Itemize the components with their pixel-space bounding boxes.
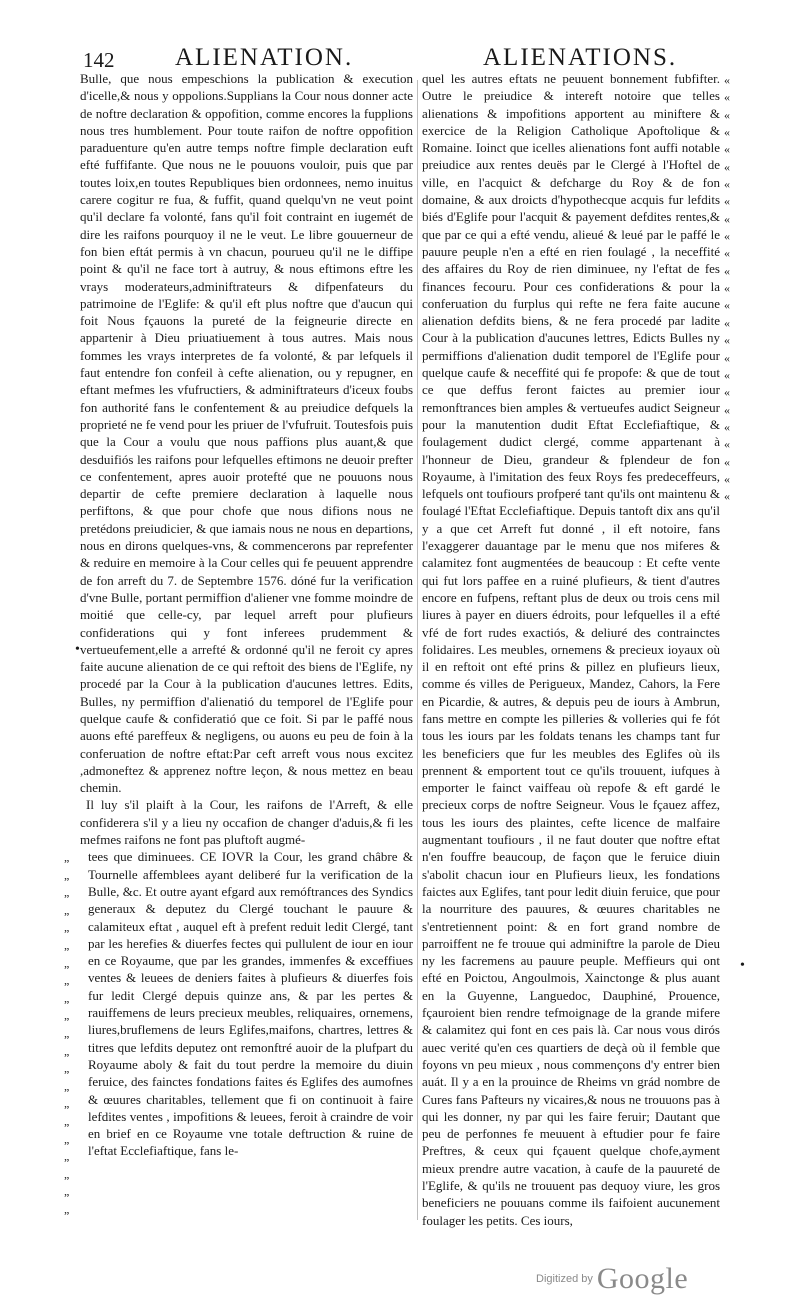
right-margin-quote-marks — [724, 72, 742, 506]
quote-mark: « — [724, 281, 730, 296]
digitized-by-label: Digitized by — [536, 1273, 593, 1285]
quote-mark: « — [724, 437, 730, 452]
quote-mark: « — [724, 263, 730, 278]
quote-mark: « — [724, 159, 730, 174]
left-margin-quote-marks — [64, 849, 78, 1218]
right-column — [422, 70, 720, 1229]
running-head-left: ALIENATION. — [175, 44, 354, 71]
quote-mark: „ — [64, 1043, 70, 1058]
quote-mark: „ — [64, 990, 70, 1005]
quote-mark: „ — [64, 973, 70, 988]
left-paragraph-1: Bulle, que nous empeschions la publication & execution d'icelle,& nous y oppolions.Supplians la Cour nous donner acte de noftre declaration & oppofition, comme encores la fupplions nous tres humblement. Pour toute raifon de noftre oppofition paraduenture qu'en autre temps noftre fimple declaration euft efté fuffifante. Que nous ne le pouuons vouloir, puis que par toutes loix,en toutes Republiques bien ordonnees, nemo inuitus carere cogitur re fua, & fuffit, quand quelqu'vn ne veut point qu'il declare fa volonté, fans qu'il foit contraint en iugemét de dire les raifons pourquoy il ne le veut. Le libre gouuerneur de fon bien eftát permis à vn chacun, pourueu qu'il ne le diffipe point & qu'il ne face tort à autruy, & nous eftimons eftre les vrays moderateurs,adminiftrateurs & difpenfateurs du patrimoine de l'Eglife: & qu'il eft plus noftre que d'aucun qui foit Nous fçauons la pureté de la feigneurie directe en appartenir à Dieu priuatiuement à tous autres. Mais nous fommes les vrays interpretes de fa volonté, & par lefquels il faut entendre fon confeil à cefte alienation, ou y repugner, en eftant mefmes les vfufructiers, & adminiftrateurs d'iceux foubs fon authorité fans le confentement & au preiudice defquels la proprieté ne fe vend pour les priuer de l'vfufruit. Toutesfois puis que la Cour a voulu que nous paffions plus auant,& que desduifiós les raifons pour lefquelles eftimons ne deuoir prefter ce confentement, apres auoir protefté que ne pouuons nous departir de cefte premiere declaration à laquelle nous perfiftons, & que pour chofe que nous difions nous ne pretédons preiudicier, & que iamais nous ne nous en departions, nous en dirons quelques-vns, & commencerons par reprefenter & reduire en memoire à la Cour celles qui fe peuuent apprendre de fon arreft du 7. de Septembre 1576. dóné fur la verification d'vne Bulle, portant permiffion d'aliener vne fomme moindre de moitié que celle-cy, par lequel arreft pour plufieurs confiderations qui y font inferees prudemment & vertueufement,elle a arrefté & ordonné qu'il ne feroit cy apres faite aucune alienation de ce qui reftoit des biens de l'Eglife, ny procedé par la Cour à la publication d'aucunes lettres. Edits, Bulles, ny permiffion d'alienatió du temporel de l'Eglife pour quelque caufe & confideratió que ce foit. Si par le paffé nous auons efté pareffeux & negligens, ou auons eu peu de foin à la conferuation de noftre eftat:Par ceft arreft vous nous excitez ,admoneftez & apprenez noftre leçon, & nous mettez en beau chemin. — [80, 71, 413, 796]
quote-mark: « — [724, 454, 730, 469]
quote-mark: „ — [64, 955, 70, 970]
quote-mark: « — [724, 194, 730, 209]
quote-mark: „ — [64, 902, 70, 917]
left-column — [80, 70, 413, 1160]
quote-mark: « — [724, 471, 730, 486]
quote-mark: « — [724, 107, 730, 122]
quote-mark: „ — [64, 1008, 70, 1023]
quote-mark: « — [724, 333, 730, 348]
quote-mark: « — [724, 402, 730, 417]
quote-mark: „ — [64, 1061, 70, 1076]
margin-dot-right: • — [740, 958, 745, 973]
quote-mark: „ — [64, 1131, 70, 1146]
digitized-footer — [536, 1262, 688, 1296]
quote-mark: « — [724, 367, 730, 382]
quote-mark: « — [724, 142, 730, 157]
quote-mark: „ — [64, 937, 70, 952]
quote-mark: « — [724, 211, 730, 226]
quote-mark: „ — [64, 1166, 70, 1181]
running-head-right: ALIENATIONS. — [483, 44, 678, 71]
quote-mark: „ — [64, 1113, 70, 1128]
page-number: 142 — [83, 48, 115, 72]
quote-mark: „ — [64, 1149, 70, 1164]
quote-mark: « — [724, 73, 730, 87]
quote-mark: « — [724, 229, 730, 244]
quote-mark: « — [724, 246, 730, 261]
quote-mark: „ — [64, 867, 70, 882]
quote-mark: « — [724, 177, 730, 192]
quote-mark: „ — [64, 885, 70, 900]
quote-mark: „ — [64, 1201, 70, 1216]
google-logo: Google — [596, 1262, 689, 1295]
quote-mark: „ — [64, 1096, 70, 1111]
quote-mark: „ — [64, 850, 70, 864]
quote-mark: « — [724, 315, 730, 330]
left-paragraph-2: Il luy s'il plaift à la Cour, les raifons de l'Arreft, & elle confiderera s'il y a lieu ny occafion de changer d'aduis,& fi les mefmes raifons ne font pas pluftoft augmé- — [80, 797, 413, 848]
quote-mark: « — [724, 385, 730, 400]
quote-mark: « — [724, 350, 730, 365]
quote-mark: „ — [64, 1025, 70, 1040]
right-paragraph-1: quel les autres eftats ne peuuent bonnement fubfifter. Outre le preiudice & intereft notoire que telles alienations & impofitions apportent au miniftere & exercice de la Religion Catholique Apoftolique & Romaine. Ioinct que icelles alienations font auffi notable preiudice aux rentes deuës par le Clergé à l'Hoftel de ville, en l'acquict & defcharge du Roy & de fon domaine, & aux droicts d'hypothecque acquis fur lefdits biés d'Eglife pour l'acquit & payement defdites rentes,& que par ce qui a efté vendu, alieué & leué par le paffé le pauure peuple n'en a efté en rien foulagé , la neceffité des affaires du Roy de rien diminuee, ny l'eftat de fes finances fecouru. Pour ces confiderations & pour la conferuation du furplus qui refte ne fera faite aucune alienation defdits biens, & ne fera procedé par ladite Cour à la publication d'aucunes lettres, Edicts Bulles ny permiffions d'alienation dudit temporel de l'Eglife pour quelque caufe & neceffité qui fe propofe: & que de tout ce que deffus feront faictes au premier iour remonftrances bien amples & vertueufes audict Seigneur pour la manutention dudit Eftat Ecclefiaftique, & foulagement dudict clergé, comme appartenant à l'honneur de Dieu, grandeur & fplendeur de fon Royaume, à l'imitation des feux Roys fes predeceffeurs, lefquels ont toufiours profperé tant qu'ils ont maintenu & foulagé l'Eftat Ecclefiaftique. Depuis tantoft dix ans qu'il y a que cet Arreft fut donné , il eft notoire, fans l'exaggerer dauantage par le menu que nos miferes & calamitez font augmentées de beaucoup : Et cefte vente qui fut lors paffee en a ruiné plufieurs, & tient d'autres encore en fufpens, reftant plus de deux ou trois cens mil liures à payer en diuers édroits, pour lefquelles il a efté vfé de fort rudes exactiós, & deliuré des contrainctes folidaires. Les meubles, ornemens & precieux ioyaux où il en reftoit ont efté prins & pillez en plufieurs lieux, comme és villes de Perigueux, Mandez, Cahors, la Fere en Picardie, & autres, & depuis peu de iours à Ambrun, fans mettre en compte les pilleries & volleries qui fe fót tous les iours par les foldats tenans les champs tant fur les beneficiers que fur les meubles des Eglifes où ils prennent & emportent tout ce qu'ils trouuent, iufques à emporter le fainct vaiffeau où repofe & eft gardé le precieux corps de noftre Seigneur. Vous le fçauez affez, tous les iours des plaintes, cefte licence de malfaire augmentant toufiours , il ne faut douter que noftre eftat n'en fouffre beaucoup, de façon que le feruice diuin s'abolit chacun iour en Plufieurs lieux, les fondations faictes aux Eglifes, tant pour ledit diuin feruice, que pour la nourriture des pauures, & œuures charitables ne s'entretiennent point: & en fort grand nombre de parroiffent ne fe trouue qui adminiftre la parole de Dieu ny les facremens au pauure peuple. Meffieurs qui ont efté en Poictou, Angoulmois, Xainctonge & plus auant en la Guyenne, Languedoc, Dauphiné, Prouence, fçauroient bien rendre tefmoignage de la grande mifere & calamitez qui font en ces pais là. Car nous vous dirós auec verité qu'en ces quartiers de deçà où il femble que foyons vn peu mieux , nous commençons d'y entrer bien auát. Il y a en la prouince de Rheims vn grád nombre de Cures fans Pafteurs ny vicaires,& nous ne trouuons pas à qui les donner, ny par qui les faire feruir; Dautant que peu de perfonnes fe meuuent à eftudier pour fe faire Preftres, & ceux qui fçauent quelque chofe,ayment mieux prendre autre vacation, à caufe de la pauureté de l'Eglife, & qu'ils ne trouuent pas dequoy viure, les gros beneficiers ne pouuans comme ils faifoient aucunement foulager les petits. Ces iours, — [422, 71, 720, 1228]
quote-mark: « — [724, 125, 730, 140]
quote-mark: „ — [64, 1078, 70, 1093]
quote-mark: « — [724, 489, 730, 504]
quote-mark: « — [724, 298, 730, 313]
quote-mark: « — [724, 90, 730, 105]
column-divider — [417, 80, 418, 1220]
quote-mark: « — [724, 419, 730, 434]
left-paragraph-3-quoted-arret: tees que diminuees. CE IOVR la Cour, les grand châbre & Tournelle affemblees ayant deliberé fur la verification de la Bulle, &c. Et outre ayant efgard aux remóftrances des Syndics generaux & deputez du Clergé touchant le pauure & calamiteux eftat , auquel eft à prefent reduit ledit Clergé, tant par les herefies & diuerfes fectes qui pullulent de iour en iour en ce Royaume, que par les grandes, immenfes & exceffiues ventes & leuees de deniers faites à plufieurs & diuerfes fois fur ledit Clergé depuis quinze ans, & par les pertes & rauiffemens de leurs precieux meubles, reliquaires, ornemens, liures,bruflemens de leurs Eglifes,maifons, chartres, lettres & titres que lefdits deputez ont remonftré auoir de la plufpart du Royaume aboly & fait du tout perdre la memoire du diuin feruice, des fainctes fondations faites és Eglifes des aumofnes & œuures charitables, tellement que fi on continuoit à faire lefdites ventes , impofitions & leuees, feroit à craindre de voir en brief en ce Royaume vne totale deftruction & ruine de l'eftat Ecclefiaftique, fans le- — [88, 849, 413, 1159]
margin-dot-left: • — [75, 642, 80, 657]
quote-mark: „ — [64, 920, 70, 935]
quote-mark: „ — [64, 1184, 70, 1199]
